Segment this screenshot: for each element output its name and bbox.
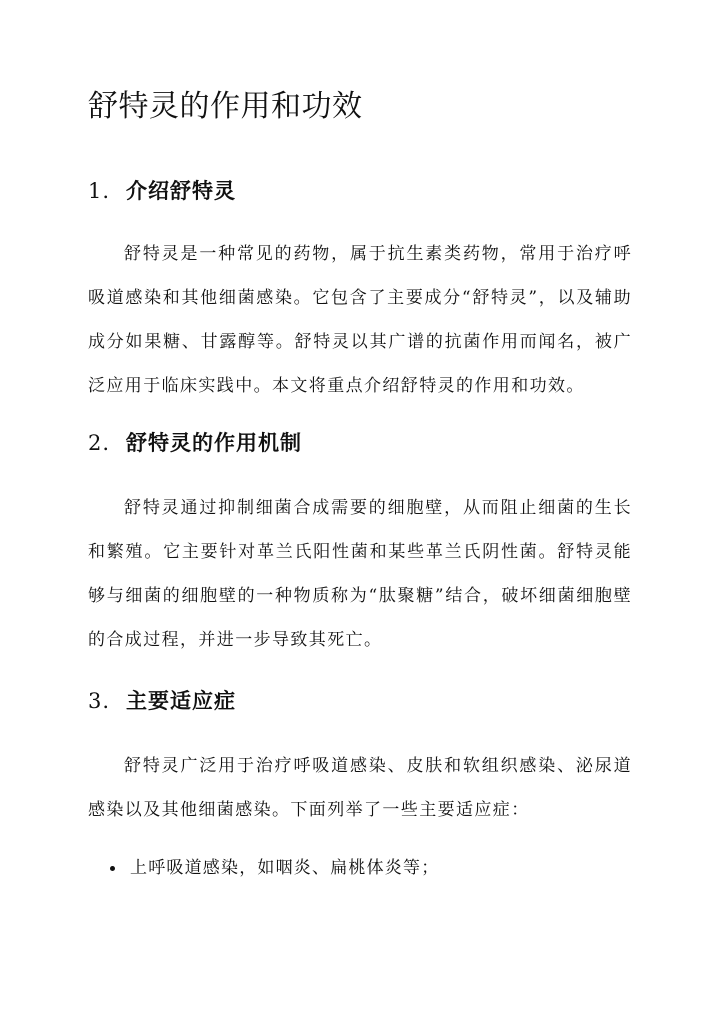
section-3-paragraph: 舒特灵广泛用于治疗呼吸道感染、皮肤和软组织感染、泌尿道感染以及其他细菌感染。下面列举了一些主要适应症： [88, 756, 632, 820]
indication-list [88, 848, 439, 888]
list-item-text: 上呼吸道感染，如咽炎、扁桃体炎等； [130, 858, 440, 878]
section-heading-3 [88, 686, 236, 716]
section-title: 舒特灵的作用机制 [126, 430, 302, 455]
section-title: 主要适应症 [126, 688, 236, 713]
page-title: 舒特灵的作用和功效 [88, 89, 363, 124]
section-number: 3. [88, 689, 111, 713]
list-item [88, 848, 439, 888]
bullet-icon [110, 866, 115, 871]
section-2-paragraph: 舒特灵通过抑制细菌合成需要的细胞壁，从而阻止细菌的生长和繁殖。它主要针对革兰氏阳性菌和某些革兰氏阴性菌。舒特灵能够与细菌的细胞壁的一种物质称为“肽聚糖”结合，破坏细菌细胞壁的合成过程，并进一步导致其死亡。 [88, 498, 632, 650]
section-number: 1. [88, 179, 111, 203]
section-1-paragraph: 舒特灵是一种常见的药物，属于抗生素类药物，常用于治疗呼吸道感染和其他细菌感染。它包含了主要成分“舒特灵”，以及辅助成分如果糖、甘露醇等。舒特灵以其广谱的抗菌作用而闻名，被广泛应用于临床实践中。本文将重点介绍舒特灵的作用和功效。 [88, 244, 632, 396]
section-title: 介绍舒特灵 [126, 178, 236, 203]
section-heading-2 [88, 428, 302, 458]
section-heading-1 [88, 176, 236, 206]
section-number: 2. [88, 431, 111, 455]
